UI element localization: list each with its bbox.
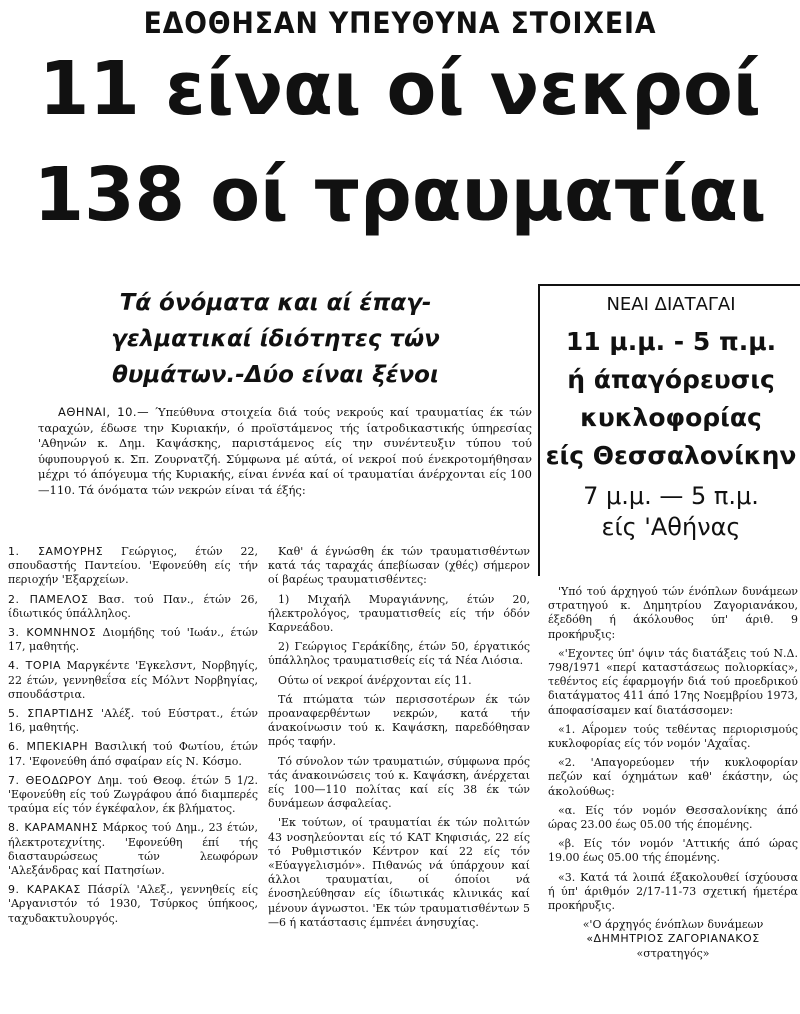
victim-details: Μάρκος τού Δημ., 23 έτών, ήλεκτροτεχνίτης. 'Εφονεύθη έπί τής διασταυρώσεως τών λεωφόρων 'Αλεξάνδρας καί Πατησίων. <box>8 821 258 878</box>
lead-paragraph <box>38 405 532 499</box>
paragraph: «β. Είς τόν νομόν 'Αττικής άπό ώρας 19.00 έως 05.00 τής έπομένης. <box>548 837 798 865</box>
victim-name: 5. ΣΠΑΡΤΙΔΗΣ <box>8 707 94 721</box>
victim-details: Διομήδης τού 'Ιωάν., έτών 17, μαθητής. <box>8 626 258 654</box>
paragraph: Τά πτώματα τών περισσοτέρων έκ τών προαναφερθέντων νεκρών, κατά τήν άνακοίνωσιν τού κ. Καψάσκη, παρεδόθησαν πρός ταφήν. <box>268 692 530 749</box>
paragraph: «'Εχοντες ύπ' όψιν τάς διατάξεις τού Ν.Δ. 798/1971 «περί καταστάσεως πολιορκίας», τεθέντος είς έφαρμογήν διά τού προεδρικού διατάγματος 411 άπό 17ης Νοεμβρίου 1973, άποφασίσαμεν καί διατάσσομεν: <box>548 646 798 717</box>
victim-details: Μαργκέντε 'Εγκελσντ, Νορβηγίς, 22 έτών, γεννηθεΐσα είς Μόλντ Νορβηγίας, σπουδάστρια. <box>8 659 258 701</box>
paragraph: Καθ' ά έγνώσθη έκ τών τραυματισθέντων κατά τάς ταραχάς άπεβίωσαν (χθές) σήμερον οί βαρέως τραυματισθέντες: <box>268 545 530 587</box>
victim-details: Βασιλική τού Φωτίου, έτών 17. 'Εφονεύθη άπό σφαίραν είς Ν. Κόσμο. <box>8 740 258 768</box>
paragraph: 2) Γεώργιος Γεράκίδης, έτών 50, έργατικός ύπάλληλος τραυματισθείς είς τά Νέα Λιόσια. <box>268 640 530 668</box>
signature-title: «'Ο άρχηγός ένόπλων δυνάμεων <box>582 918 764 932</box>
subheadline-line-2: γελματικαί ίδιότητες τών <box>111 326 440 352</box>
dateline: ΑΘΗΝΑΙ, 10.— <box>58 405 150 419</box>
signature-name: «ΔΗΜΗΤΡΙΟΣ ΖΑΓΟΡΙΑΝΑΚΟΣ <box>586 932 760 946</box>
victim-details: Δημ. τού Θεοφ. έτών 5 1/2. 'Εφονεύθη είς τού Ζωγράφου άπό διαμπερές τραύμα είς τόν έγκέφαλον, έκ βλήματος. <box>8 773 258 816</box>
box-line-2: ή άπαγόρευσις <box>567 365 775 394</box>
victim-details: 'Αλέξ. τού Εύστρατ., έτών 16, μαθητής. <box>8 707 258 735</box>
list-item <box>8 774 258 817</box>
list-item <box>8 545 258 588</box>
paragraph: 1) Μιχαήλ Μυραγιάννης, έτών 20, ήλεκτρολόγος, τραυματισθείς είς τήν όδόν Καρνεάδου. <box>268 592 530 635</box>
victim-details: Βασ. τού Παν., έτών 26, ίδιωτικός ύπάλληλος. <box>8 592 258 620</box>
new-orders-box <box>538 284 800 576</box>
subheadline-line-3: θυμάτων.-Δύο είναι ξένοι <box>112 362 439 388</box>
victim-name: 3. ΚΟΜΝΗΝΟΣ <box>8 626 97 640</box>
box-line-4: είς Θεσσαλονίκην <box>545 441 797 470</box>
victim-name: 7. ΘΕΟΔΩΡΟΥ <box>8 773 92 787</box>
victim-details: Πάσρίλ 'Αλεξ., γεννηθείς είς 'Αργανιστόν τό 1930, Τσύρκος ύπήκοος, ταχυδακτυλουργός. <box>8 883 258 925</box>
signature-rank: «στρατηγός» <box>636 946 710 960</box>
list-item <box>8 626 258 654</box>
box-line-6: είς 'Αθήνας <box>601 513 741 541</box>
box-line-1: 11 μ.μ. - 5 π.μ. <box>565 327 777 356</box>
headline-kicker: ΕΔΟΘΗΣΑΝ ΥΠΕΥΘΥΝΑ ΣΤΟΙΧΕΙΑ <box>143 6 657 40</box>
victim-name: 2. ΠΑΜΕΛΟΣ <box>8 592 89 606</box>
box-kicker: ΝΕΑΙ ΔΙΑΤΑΓΑΙ <box>606 294 736 315</box>
paragraph: «α. Είς τόν νομόν Θεσσαλονίκης άπό ώρας 23.00 έως 05.00 τής έπομένης. <box>548 803 798 832</box>
list-item <box>8 821 258 878</box>
subheadline-line-1: Τά όνόματα και αί έπαγ- <box>119 290 432 316</box>
list-item <box>8 883 258 926</box>
victim-name: 4. ΤΟΡΙΑ <box>8 659 61 673</box>
victim-name: 1. ΣΑΜΟΥΡΗΣ <box>8 545 104 558</box>
list-item <box>8 707 258 735</box>
victim-details: Γεώργιος, έτών 22, σπουδαστής Παντείου. 'Εφονεύθη είς τήν περιοχήν 'Εξαρχείων. <box>8 545 258 587</box>
list-item <box>8 659 258 702</box>
victim-name: 6. ΜΠΕΚΙΑΡΗ <box>8 740 89 754</box>
paragraph: 'Εκ τούτων, οί τραυματίαι έκ τών πολιτών 43 νοσηλεύονται είς τό ΚΑΤ Κηφισιάς, 22 είς τό Ρυθμιστικόν Κέντρον καί 22 είς τόν «Εύαγγελισμόν». Πιθανώς νά ύπάρχουν καί άλλοι τραυματίαι, οί όποίοι νά ένοσηλεύθησαν είς ίδιωτικάς κλινικάς καί μένουν άγνωστοι. 'Εκ τών τραυματισθέντων 5—6 ή κατάστασις έμπνέει άνησυχίας. <box>268 816 530 929</box>
list-item <box>8 740 258 768</box>
box-line-3: κυκλοφορίας <box>580 403 762 432</box>
lead-text: Ύπεύθυνα στοιχεία διά τούς νεκρούς καί τραυματίας έκ τών ταραχών, έδωσε την Κυριακήν, ό προϊστάμενος τής ίατροδικαστικής ύπηρεσίας 'Αθηνών κ. Δημ. Καψάσκης, παριστάμενος είς την συνέντευξιν τύπου τού ύφυπουργού κ. Σπ. Ζουρνατζή. Σύμφωνα μέ αύτά, οί νεκροί πού ένεκροτομήθησαν μέχρι τό άπόγευμα τής Κυριακής, είναι έννέα καί οί τραυματίαι άνέρχονται είς 100—110. Τά όνόματα τών νεκρών είναι τά έξής: <box>38 405 533 497</box>
headline-line-2: 138 οί τραυματίαι <box>33 152 767 238</box>
paragraph: «1. Αΐρομεν τούς τεθέντας περιορισμούς κυκλοφορίας είς τόν νομόν 'Αχαΐας. <box>548 722 798 751</box>
paragraph: «3. Κατά τά λοιπά έξακολουθεί ίσχύουσα ή ύπ' άριθμόν 2/17-11-73 σχετική ήμετέρα προκήρυξις. <box>548 870 798 913</box>
victim-name: 9. ΚΑΡΑΚΑΣ <box>8 883 81 897</box>
column-proclamation <box>548 585 798 966</box>
column-wounded-report <box>268 545 530 935</box>
paragraph: 'Υπό τού άρχηγού τών ένόπλων δυνάμεων στρατηγού κ. Δημητρίου Ζαγοριανάκου, έξεδόθη ή άκόλουθος ύπ' άριθ. 9 προκήρυξις: <box>548 585 798 641</box>
paragraph: Τό σύνολον τών τραυματιών, σύμφωνα πρός τάς άνακοινώσεις τού κ. Καψάσκη, άνέρχεται είς 100—110 πολίτας καί είς 38 έκ τών δυνάμεων άσφαλείας. <box>268 754 530 811</box>
box-line-5: 7 μ.μ. — 5 π.μ. <box>583 482 759 510</box>
list-item <box>8 593 258 621</box>
column-victims-list <box>8 545 258 931</box>
paragraph: Ούτω οί νεκροί άνέρχονται είς 11. <box>278 673 472 687</box>
paragraph: «2. 'Απαγορεύομεν τήν κυκλοφορίαν πεζών καί όχημάτων καθ' έκάστην, ώς άκολούθως: <box>548 756 798 798</box>
headline-line-1: 11 είναι οί νεκροί <box>38 46 762 132</box>
victim-name: 8. ΚΑΡΑΜΑΝΗΣ <box>8 821 99 835</box>
subheadline <box>18 285 533 393</box>
